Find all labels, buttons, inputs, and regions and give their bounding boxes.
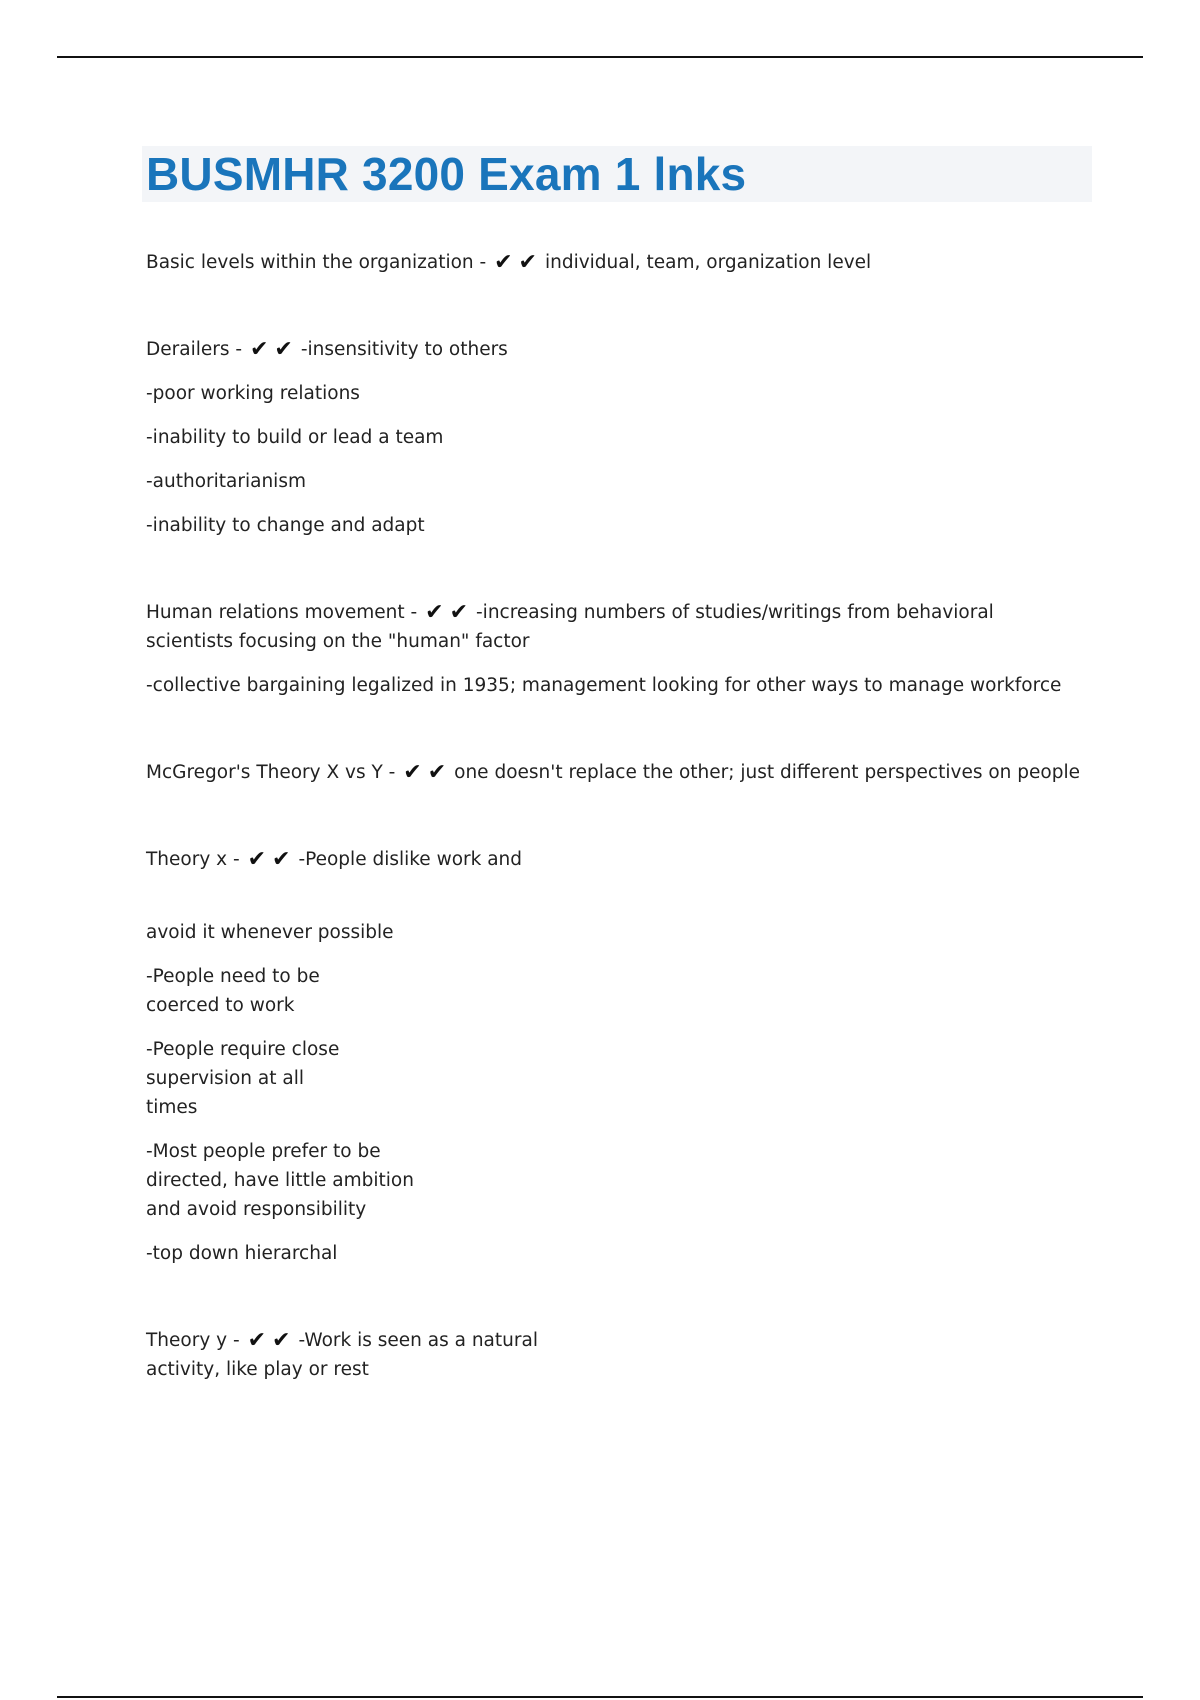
entry-line: -authoritarianism xyxy=(146,471,306,492)
double-check-icon xyxy=(249,337,299,362)
entry-first-line xyxy=(146,598,1086,656)
check-icon: ✔ xyxy=(449,600,474,625)
double-check-icon xyxy=(425,600,474,625)
check-icon: ✔ xyxy=(425,600,450,625)
top-rule xyxy=(57,56,1143,58)
entry-line: -poor working relations xyxy=(146,383,360,404)
entry-definition: -insensitivity to others xyxy=(300,339,508,360)
flashcard-entry xyxy=(146,758,1086,787)
entry-line: -People need to be coerced to work xyxy=(146,966,320,1016)
document-title: BUSMHR 3200 Exam 1 lnks xyxy=(146,148,747,200)
check-icon: ✔ xyxy=(518,250,543,275)
entry-first-line xyxy=(146,758,1086,787)
entry-definition: -increasing numbers of studies/writings from behavioral scientists focusing on the "human" factor xyxy=(146,602,994,652)
entry-definition: individual, team, organization level xyxy=(544,252,872,273)
entry-first-line xyxy=(146,335,1086,364)
double-check-icon xyxy=(494,250,543,275)
flashcard-entry xyxy=(146,248,1086,277)
entry-line: -top down hierarchal xyxy=(146,1243,338,1264)
flashcard-entry xyxy=(146,335,1086,540)
bottom-rule xyxy=(57,1696,1143,1698)
entry-definition: -People dislike work and xyxy=(298,849,523,870)
entry-term: Derailers - xyxy=(146,339,243,360)
flashcard-entry xyxy=(146,1326,546,1384)
check-icon: ✔ xyxy=(427,760,453,785)
entry-first-line xyxy=(146,1326,546,1384)
check-icon: ✔ xyxy=(272,1328,297,1353)
entry-line: -inability to change and adapt xyxy=(146,515,425,536)
double-check-icon xyxy=(247,847,297,872)
entry-definition: -Work is seen as a natural activity, like play or rest xyxy=(146,1330,538,1380)
entry-line: avoid it whenever possible xyxy=(146,922,394,943)
entry-term: Basic levels within the organization - xyxy=(146,252,487,273)
double-check-icon xyxy=(403,760,453,785)
document-body xyxy=(146,248,1086,1384)
check-icon: ✔ xyxy=(494,250,519,275)
entry-line: -collective bargaining legalized in 1935; management looking for other ways to manage workforce xyxy=(146,675,1062,696)
entry-term: McGregor's Theory X vs Y - xyxy=(146,762,396,783)
entry-first-line xyxy=(146,845,1086,874)
check-icon: ✔ xyxy=(249,337,275,362)
double-check-icon xyxy=(247,1328,297,1353)
check-icon: ✔ xyxy=(247,1328,272,1353)
entry-term: Theory x - xyxy=(146,849,240,870)
check-icon: ✔ xyxy=(247,847,272,872)
entry-term: Human relations movement - xyxy=(146,602,418,623)
check-icon: ✔ xyxy=(403,760,428,785)
check-icon: ✔ xyxy=(274,337,299,362)
entry-line: -People require close supervision at all times xyxy=(146,1039,340,1118)
flashcard-entry xyxy=(146,598,1086,700)
entry-line: -Most people prefer to be directed, have little ambition and avoid responsibility xyxy=(146,1141,414,1220)
entry-definition: one doesn't replace the other; just different perspectives on people xyxy=(454,762,1080,783)
entry-term: Theory y - xyxy=(146,1330,240,1351)
flashcard-entry xyxy=(146,845,1086,1268)
check-icon: ✔ xyxy=(272,847,297,872)
entry-first-line xyxy=(146,248,1086,277)
entry-line: -inability to build or lead a team xyxy=(146,427,444,448)
